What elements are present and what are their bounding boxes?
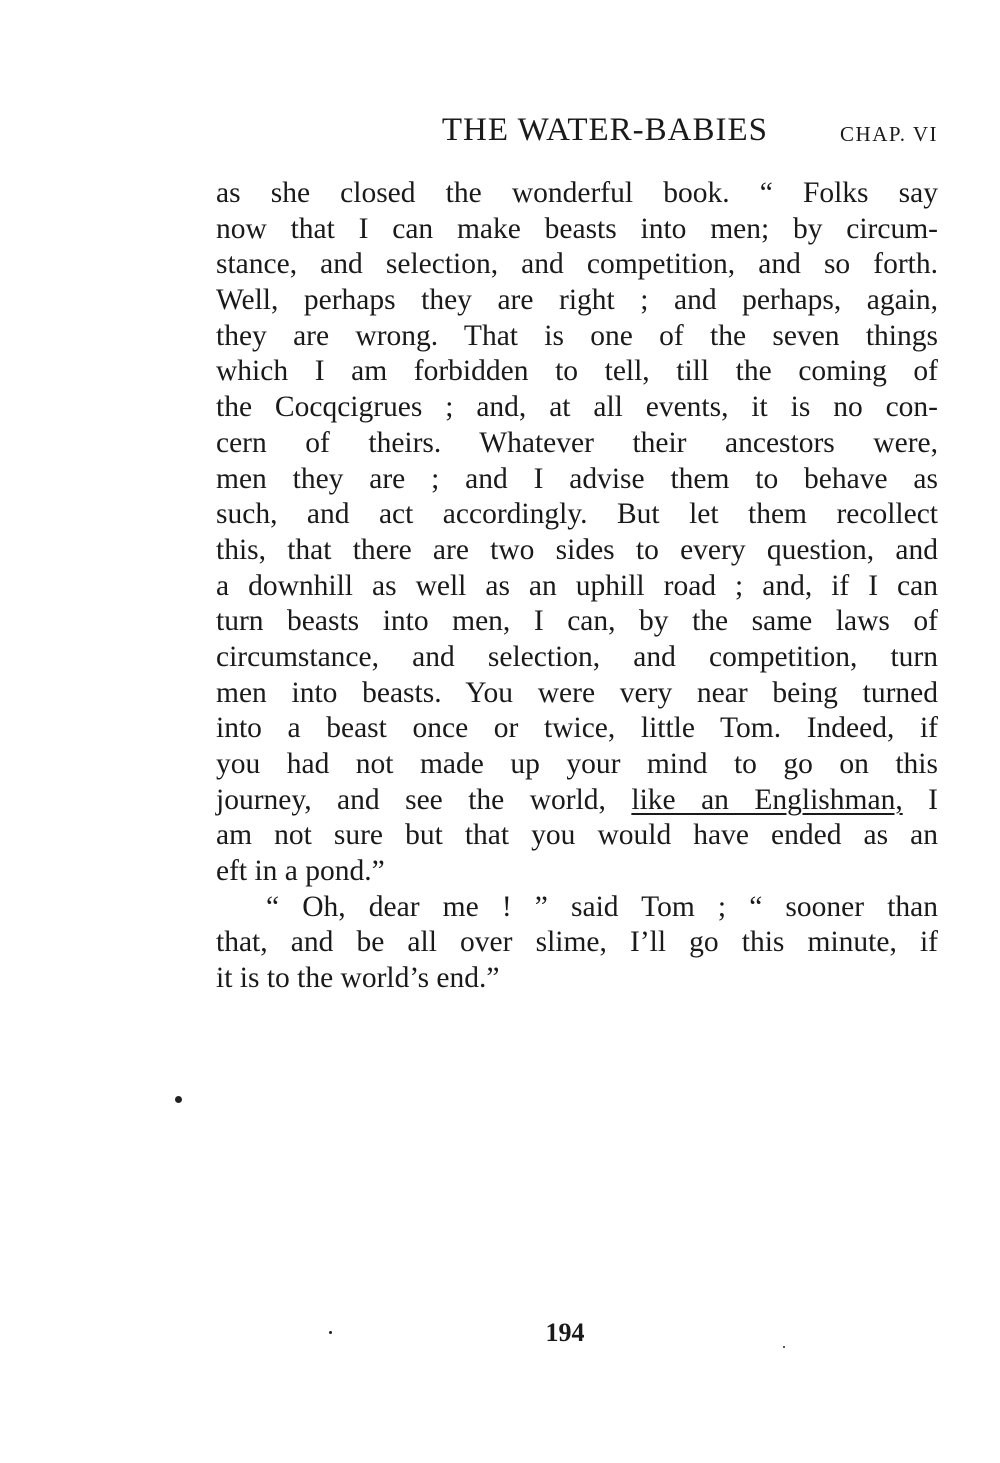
line-segment: I: [902, 783, 938, 816]
ink-speck: [175, 1096, 182, 1103]
text-line: stance, and selection, and competition, and so forth.: [216, 248, 938, 281]
text-line: circumstance, and selection, and competition, turn: [216, 640, 938, 673]
line-segment: journey, and see the world,: [216, 783, 632, 816]
text-line: such, and act accordingly. But let them recollect: [216, 498, 938, 531]
text-line: the Cocqcigrues ; and, at all events, it is no con-: [216, 391, 938, 424]
body-text: [216, 176, 938, 997]
ink-speck: [329, 1331, 332, 1334]
text-line: they are wrong. That is one of the seven things: [216, 319, 938, 352]
text-line-underlined-phrase: [216, 783, 938, 819]
running-head: [216, 112, 938, 156]
text-line: men they are ; and I advise them to behave as: [216, 462, 938, 495]
text-line: a downhill as well as an uphill road ; and, if I can: [216, 569, 938, 602]
text-line: now that I can make beasts into men; by circum-: [216, 212, 938, 245]
text-line: that, and be all over slime, I’ll go this minute, if: [216, 926, 938, 959]
text-line: this, that there are two sides to every question, and: [216, 533, 938, 566]
text-line: into a beast once or twice, little Tom. Indeed, if: [216, 712, 938, 745]
text-line: which I am forbidden to tell, till the coming of: [216, 355, 938, 388]
text-line: am not sure but that you would have ended as an: [216, 819, 938, 852]
text-line: men into beasts. You were very near being turned: [216, 676, 938, 709]
paragraph-start-line: “ Oh, dear me ! ” said Tom ; “ sooner than: [266, 890, 938, 923]
ink-speck: [783, 1346, 785, 1348]
running-head-chapter: CHAP. VI: [840, 122, 938, 146]
text-line: cern of theirs. Whatever their ancestors were,: [216, 426, 938, 459]
paragraph-end-line: it is to the world’s end.”: [216, 962, 500, 995]
page-number: 194: [545, 1318, 585, 1347]
text-line: turn beasts into men, I can, by the same laws of: [216, 605, 938, 638]
text-line: Well, perhaps they are right ; and perhaps, again,: [216, 284, 938, 317]
running-head-title: THE WATER-BABIES: [441, 112, 768, 148]
paragraph-end-line: eft in a pond.”: [216, 855, 385, 888]
underlined-phrase: like an Englishman,: [631, 783, 903, 816]
text-line: as she closed the wonderful book. “ Folks say: [216, 177, 938, 209]
text-line: you had not made up your mind to go on this: [216, 748, 938, 780]
